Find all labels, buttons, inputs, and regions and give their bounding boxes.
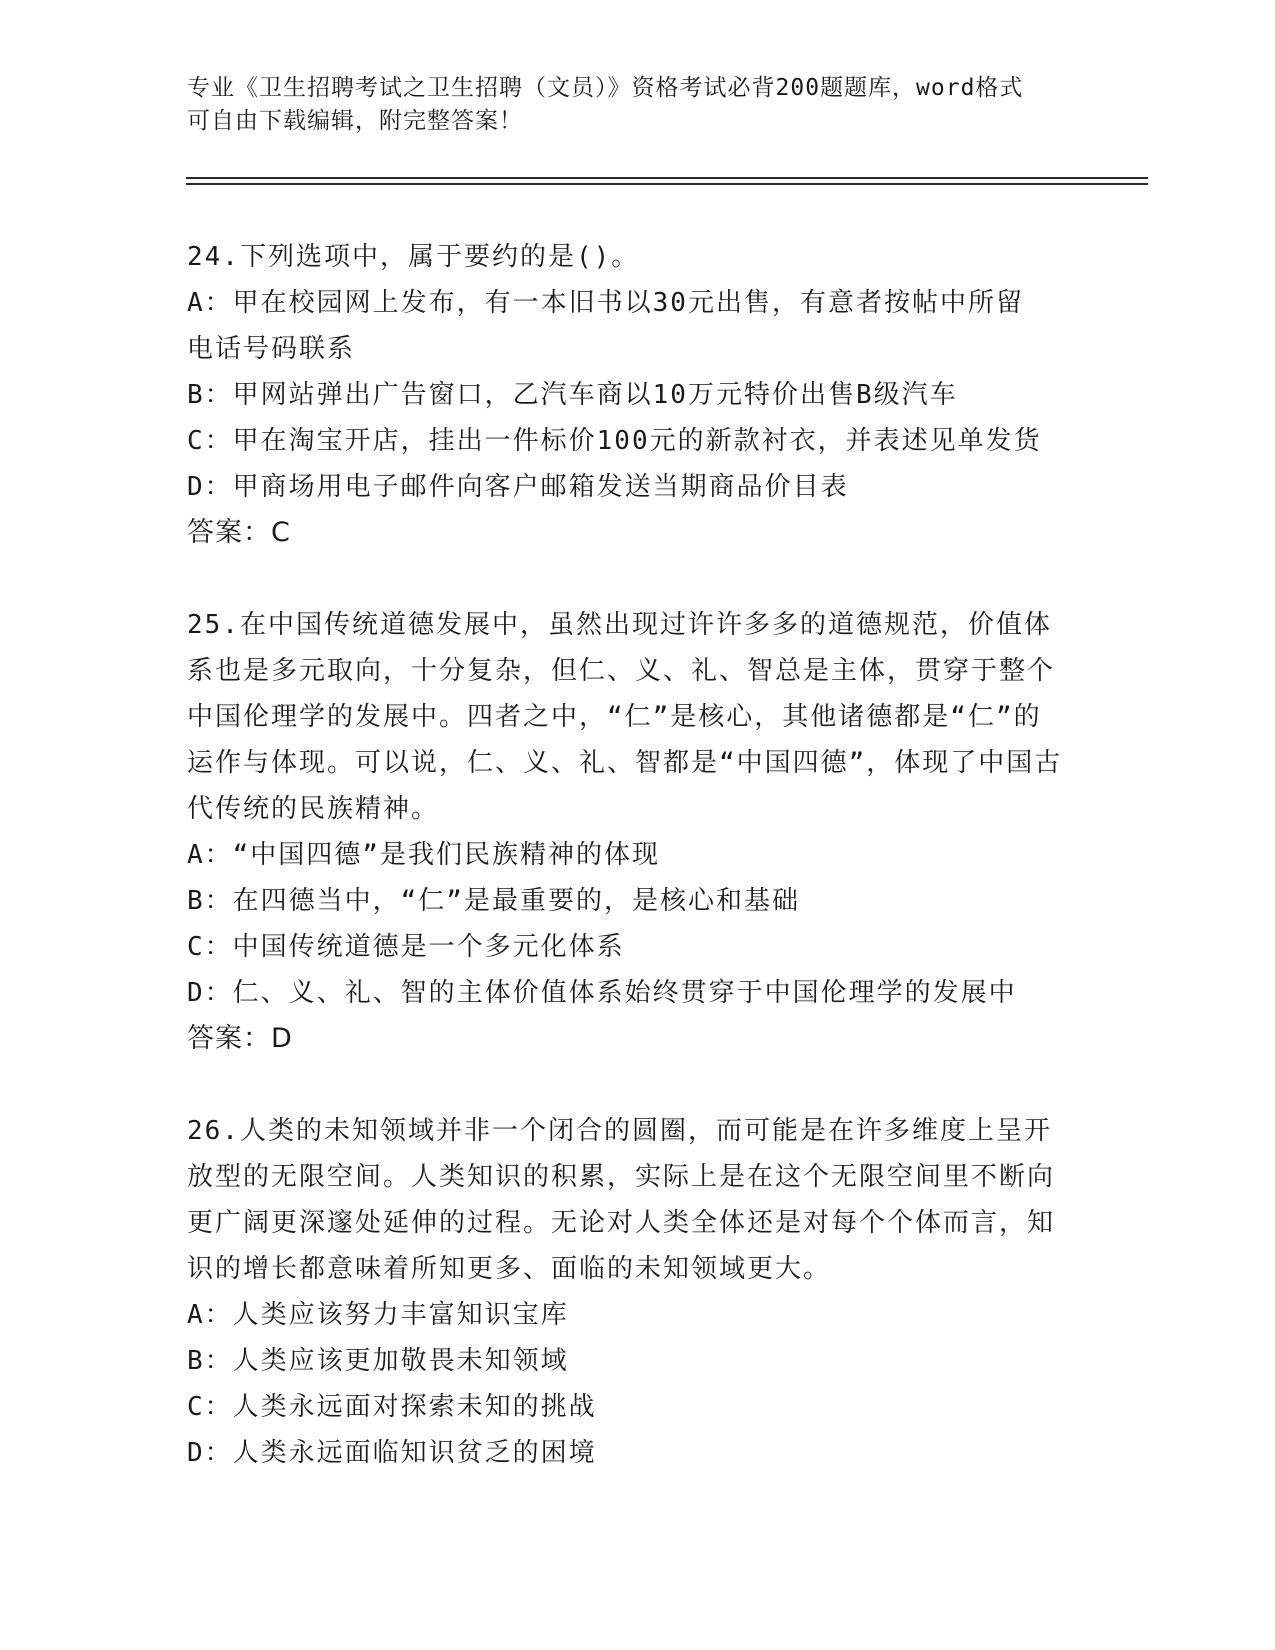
answer-label: 答案：C (187, 517, 291, 548)
option-a: A：甲在校园网上发布，有一本旧书以30元出售，有意者按帖中所留 (187, 288, 1024, 318)
option-b: B：甲网站弹出广告窗口，乙汽车商以10万元特价出售B级汽车 (187, 380, 958, 410)
question-list (187, 234, 1087, 1476)
option-c: C：人类永远面对探索未知的挑战 (187, 1392, 597, 1422)
option-a: A：人类应该努力丰富知识宝库 (187, 1300, 569, 1330)
question-stem: 26.人类的未知领域并非一个闭合的圆圈，而可能是在许多维度上呈开放型的无限空间。人类知识的积累，实际上是在这个无限空间里不断向更广阔更深邃处延伸的过程。无论对人类全体还是对每个个体而言，知识的增长都意味着所知更多、面临的未知领域更大。 (187, 1116, 1056, 1284)
question-26 (187, 1108, 1087, 1476)
option-d: D：甲商场用电子邮件向客户邮箱发送当期商品价目表 (187, 472, 849, 502)
question-24 (187, 234, 1087, 556)
option-c: C：甲在淘宝开店，挂出一件标价100元的新款衬衣，并表述见单发货 (187, 426, 1042, 456)
answer-label: 答案：D (187, 1023, 293, 1054)
header-line-2: 可自由下载编辑，附完整答案！ (187, 108, 523, 134)
option-c: C：中国传统道德是一个多元化体系 (187, 932, 625, 962)
option-d: D：人类永远面临知识贫乏的困境 (187, 1438, 597, 1468)
option-b: B：人类应该更加敬畏未知领域 (187, 1346, 569, 1376)
header-line-1: 专业《卫生招聘考试之卫生招聘（文员）》资格考试必背200题题库，word格式 (187, 75, 1024, 101)
option-a-continued: 电话号码联系 (187, 334, 356, 364)
option-d: D：仁、义、礼、智的主体价值体系始终贯穿于中国伦理学的发展中 (187, 978, 1017, 1008)
question-stem: 24.下列选项中，属于要约的是()。 (187, 242, 640, 272)
question-stem: 25.在中国传统道德发展中，虽然出现过许许多多的道德规范，价值体系也是多元取向，十分复杂，但仁、义、礼、智总是主体，贯穿于整个中国伦理学的发展中。四者之中，“仁”是核心，其他诸德都是“仁”的运作与体现。可以说，仁、义、礼、智都是“中国四德”，体现了中国古代传统的民族精神。 (187, 610, 1063, 824)
header-divider-top (186, 177, 1148, 179)
question-25 (187, 602, 1087, 1062)
option-b: B：在四德当中，“仁”是最重要的，是核心和基础 (187, 886, 800, 916)
header-divider-bottom (186, 183, 1148, 185)
option-a: A：“中国四德”是我们民族精神的体现 (187, 840, 660, 870)
document-header (187, 72, 1067, 138)
